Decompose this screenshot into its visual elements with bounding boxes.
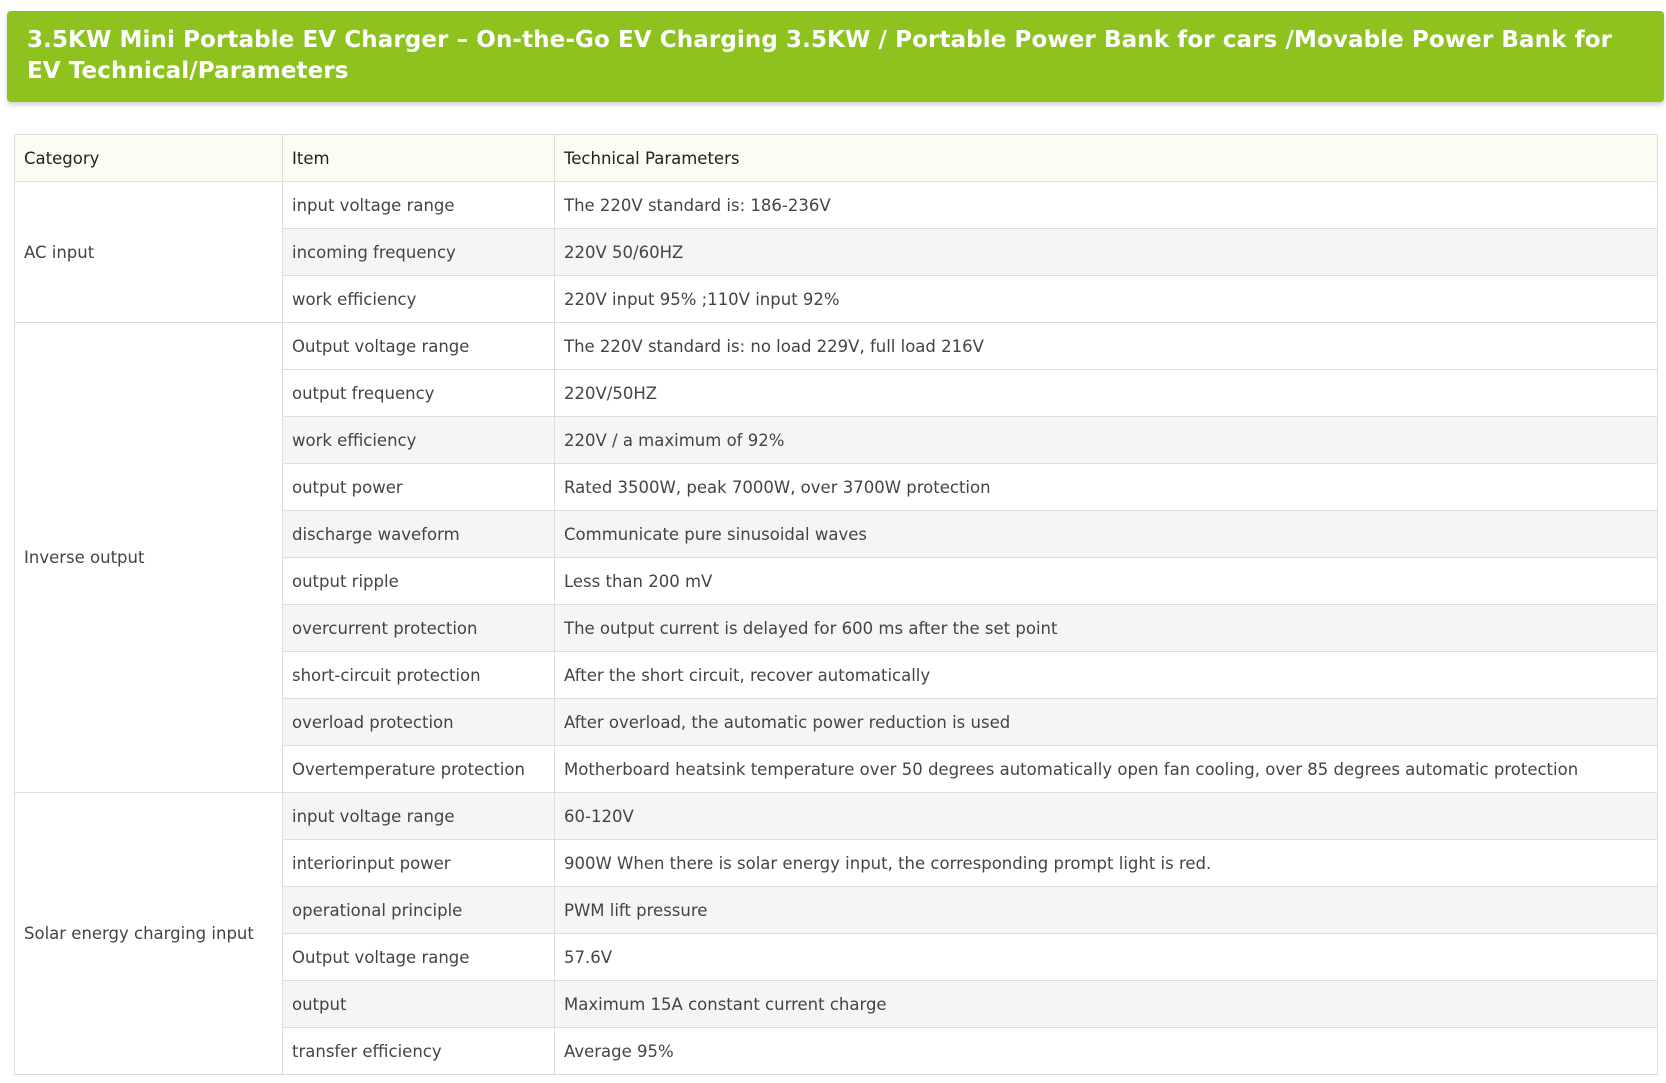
item-cell: output power [283,464,555,511]
item-cell: short-circuit protection [283,652,555,699]
title-banner [7,11,1664,102]
value-cell: The 220V standard is: no load 229V, full load 216V [555,323,1658,370]
value-cell: 900W When there is solar energy input, the corresponding prompt light is red. [555,840,1658,887]
value-cell: 220V / a maximum of 92% [555,417,1658,464]
category-cell: Solar energy charging input [15,793,283,1075]
page-title: 3.5KW Mini Portable EV Charger – On-the-Go EV Charging 3.5KW / Portable Power Bank for cars /Movable Power Bank for EV Technical/Parameters [27,27,1613,84]
item-cell: input voltage range [283,793,555,840]
value-cell: Communicate pure sinusoidal waves [555,511,1658,558]
value-cell: 57.6V [555,934,1658,981]
header-category: Category [15,135,283,182]
item-cell: transfer efficiency [283,1028,555,1075]
table-header-row [15,135,1658,182]
table-row [15,323,1658,370]
category-cell: Inverse output [15,323,283,793]
value-cell: The output current is delayed for 600 ms after the set point [555,605,1658,652]
item-cell: interiorinput power [283,840,555,887]
item-cell: output [283,981,555,1028]
item-cell: input voltage range [283,182,555,229]
item-cell: work efficiency [283,276,555,323]
item-cell: work efficiency [283,417,555,464]
item-cell: Output voltage range [283,323,555,370]
item-cell: overload protection [283,699,555,746]
header-item: Item [283,135,555,182]
value-cell: 220V 50/60HZ [555,229,1658,276]
item-cell: overcurrent protection [283,605,555,652]
value-cell: The 220V standard is: 186-236V [555,182,1658,229]
spec-table [14,134,1658,1075]
item-cell: Overtemperature protection [283,746,555,793]
item-cell: operational principle [283,887,555,934]
item-cell: Output voltage range [283,934,555,981]
value-cell: Less than 200 mV [555,558,1658,605]
item-cell: incoming frequency [283,229,555,276]
item-cell: output frequency [283,370,555,417]
value-cell: Average 95% [555,1028,1658,1075]
item-cell: discharge waveform [283,511,555,558]
value-cell: PWM lift pressure [555,887,1658,934]
value-cell: 220V/50HZ [555,370,1658,417]
table-row [15,793,1658,840]
category-cell: AC input [15,182,283,323]
value-cell: Rated 3500W, peak 7000W, over 3700W protection [555,464,1658,511]
value-cell: Maximum 15A constant current charge [555,981,1658,1028]
item-cell: output ripple [283,558,555,605]
value-cell: Motherboard heatsink temperature over 50 degrees automatically open fan cooling, over 85 degrees automatic protection [555,746,1658,793]
value-cell: After the short circuit, recover automatically [555,652,1658,699]
value-cell: After overload, the automatic power reduction is used [555,699,1658,746]
table-row [15,182,1658,229]
value-cell: 60-120V [555,793,1658,840]
header-technical-parameters: Technical Parameters [555,135,1658,182]
value-cell: 220V input 95% ;110V input 92% [555,276,1658,323]
